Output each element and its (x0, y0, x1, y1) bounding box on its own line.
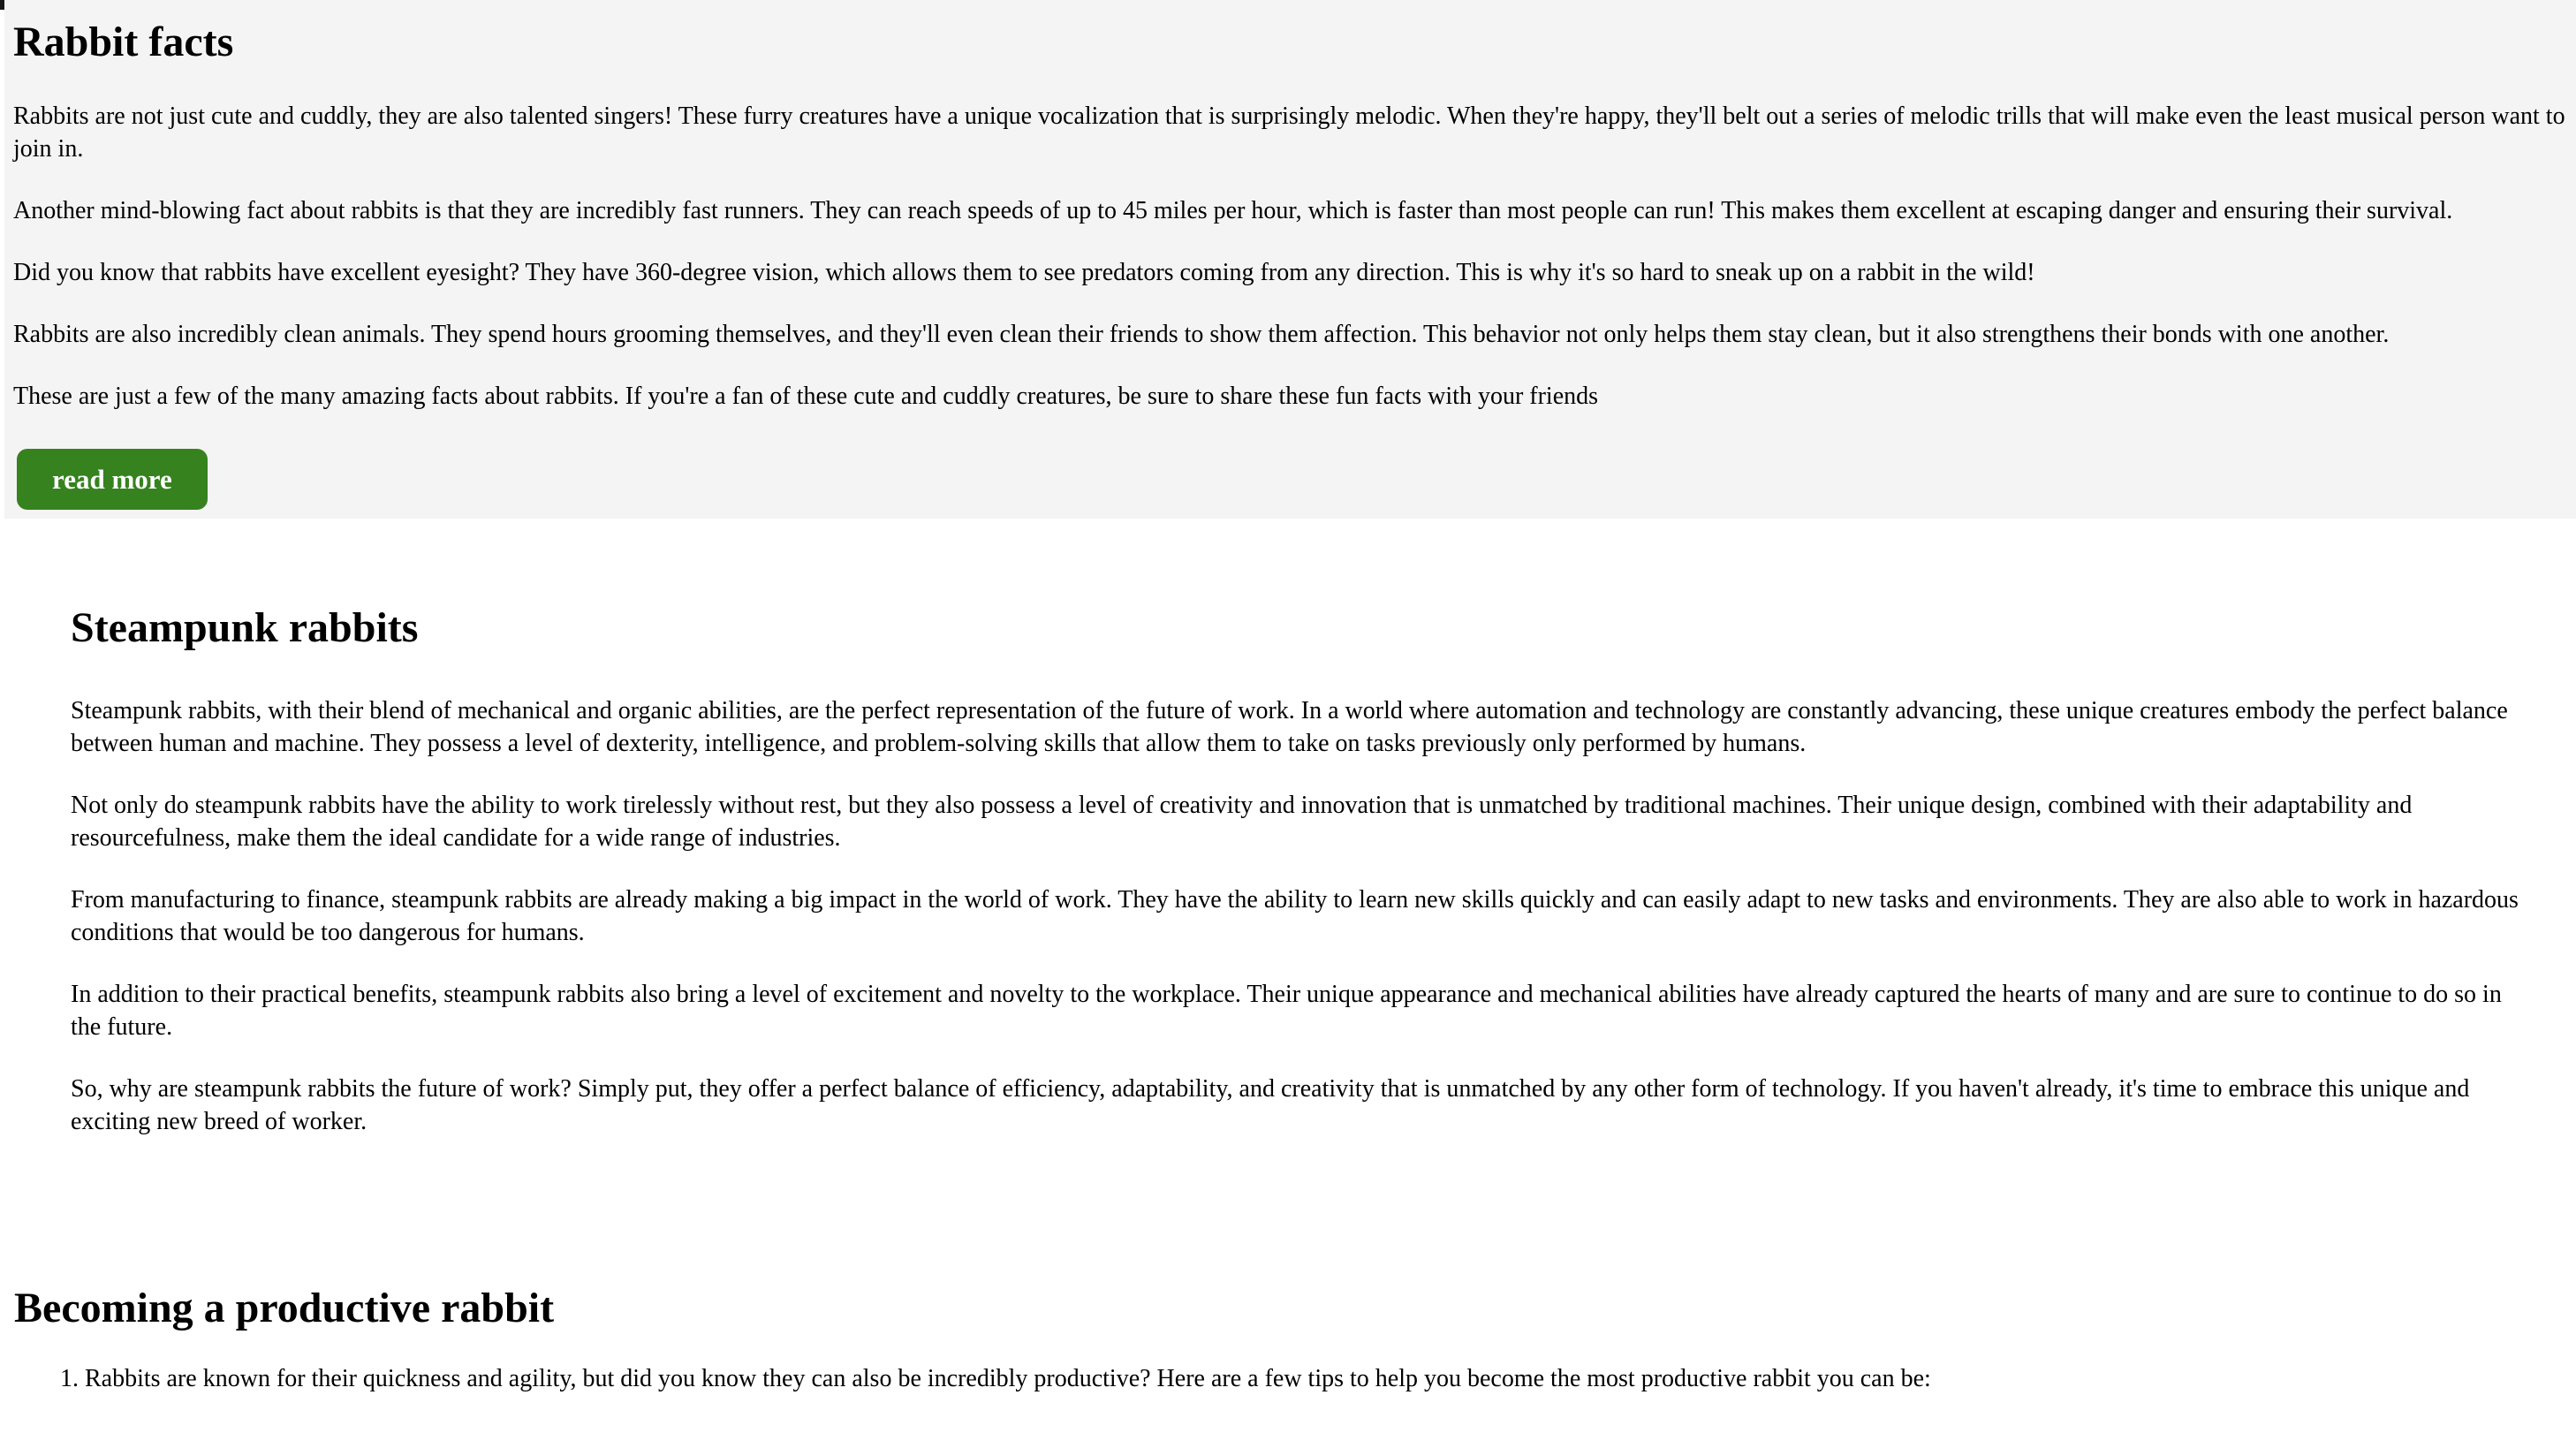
steampunk-paragraph: So, why are steampunk rabbits the future of work? Simply put, they offer a perfect balance of efficiency, adaptability, and creativity that is unmatched by any other form of technology. If you haven't already, it's time to embrace this unique and exciting new breed of worker. (71, 1075, 2470, 1135)
read-more-button[interactable]: read more (17, 449, 208, 510)
rabbit-facts-paragraph: Another mind-blowing fact about rabbits is that they are incredibly fast runners. They can reach speeds of up to 45 miles per hour, which is faster than most people can run! This makes them excellent at escaping danger and ensuring their survival. (13, 197, 2453, 224)
tips-list (14, 1362, 2562, 1395)
steampunk-heading: Steampunk rabbits (71, 604, 419, 651)
rabbit-facts-section (4, 0, 2576, 519)
productive-rabbit-heading: Becoming a productive rabbit (14, 1285, 555, 1331)
rabbit-facts-paragraph: These are just a few of the many amazing facts about rabbits. If you're a fan of these cute and cuddly creatures, be sure to share these fun facts with your friends (13, 383, 1599, 410)
steampunk-section (14, 554, 2562, 1217)
steampunk-paragraph: Steampunk rabbits, with their blend of mechanical and organic abilities, are the perfect representation of the future of work. In a world where automation and technology are constantly advancing, these unique creatures embody the perfect balance between human and machine. They possess a level of dexterity, intelligence, and problem-solving skills that allow them to take on tasks previously only performed by humans. (71, 697, 2508, 757)
steampunk-paragraph: Not only do steampunk rabbits have the ability to work tirelessly without rest, but they also possess a level of creativity and innovation that is unmatched by traditional machines. Their unique design, combined with their adaptability and resourcefulness, make them the ideal candidate for a wide range of industries. (71, 792, 2413, 852)
steampunk-paragraph: In addition to their practical benefits, steampunk rabbits also bring a level of excitement and novelty to the workplace. Their unique appearance and mechanical abilities have already captured the hearts of many and are sure to continue to do so in the future. (71, 981, 2502, 1041)
rabbit-facts-paragraph: Rabbits are not just cute and cuddly, they are also talented singers! These furry creatures have a unique vocalization that is surprisingly melodic. When they're happy, they'll belt out a series of melodic trills that will make even the least musical person want to join in. (13, 102, 2565, 163)
productive-rabbit-section (14, 1284, 2562, 1395)
list-item: 1. Rabbits are known for their quickness and agility, but did you know they can also be incredibly productive? Here are a few tips to help you become the most productive rabbit you can be: (85, 1362, 2562, 1395)
rabbit-facts-paragraph: Did you know that rabbits have excellent eyesight? They have 360-degree vision, which allows them to see predators coming from any direction. This is why it's so hard to sneak up on a rabbit in the wild! (13, 259, 2035, 286)
steampunk-paragraph: From manufacturing to finance, steampunk rabbits are already making a big impact in the world of work. They have the ability to learn new skills quickly and can easily adapt to new tasks and environments. They are also able to work in hazardous conditions that would be too dangerous for humans. (71, 886, 2519, 946)
rabbit-facts-paragraph: Rabbits are also incredibly clean animals. They spend hours grooming themselves, and they'll even clean their friends to show them affection. This behavior not only helps them stay clean, but it also strengthens their bonds with one another. (13, 321, 2390, 348)
button-row (17, 449, 2567, 510)
rabbit-facts-heading: Rabbit facts (13, 19, 234, 65)
scroll-artifact (0, 0, 4, 10)
